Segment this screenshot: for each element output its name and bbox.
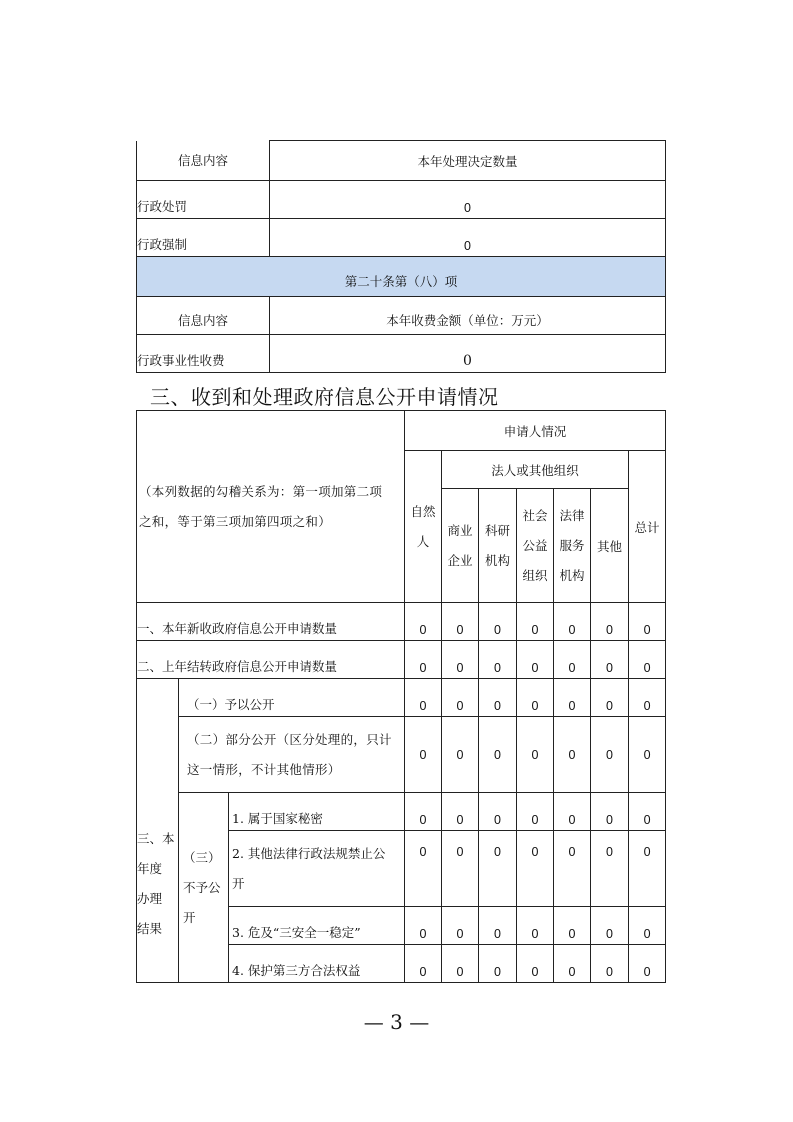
cell: 0 — [554, 945, 591, 983]
item3-label: 3. 危及“三安全一稳定” — [229, 907, 405, 945]
item2-label-l2: 开 — [232, 876, 245, 891]
row1-label: 一、本年新收政府信息公开申请数量 — [137, 603, 405, 641]
natural-person-header — [405, 451, 442, 603]
page-number: — 3 — — [363, 1010, 430, 1034]
cell: 0 — [479, 831, 517, 907]
cell: 0 — [554, 679, 591, 717]
row-label-coercion: 行政强制 — [137, 219, 270, 257]
cell: 0 — [479, 793, 517, 831]
legal-org-header: 法人或其他组织 — [442, 451, 629, 489]
cell: 0 — [405, 945, 442, 983]
cell: 0 — [554, 603, 591, 641]
cell: 0 — [405, 717, 442, 793]
cell: 0 — [479, 603, 517, 641]
row-label-penalty: 行政处罚 — [137, 181, 270, 219]
sub3-line-2: 不予公 — [183, 879, 221, 895]
natural-person-l2: 人 — [416, 533, 430, 549]
col-legal-l1: 法律 — [559, 507, 585, 523]
header-decision-count: 本年处理决定数量 — [270, 141, 666, 181]
cell: 0 — [629, 641, 666, 679]
value-fees: 0 — [270, 335, 666, 373]
table-row — [137, 603, 666, 641]
cell: 0 — [479, 945, 517, 983]
group3-label — [137, 679, 179, 983]
cell: 0 — [517, 679, 554, 717]
cell: 0 — [554, 717, 591, 793]
cell: 0 — [629, 793, 666, 831]
item2-label-l1: 2. 其他法律行政法规禁止公 — [232, 846, 386, 861]
section-heading: 三、收到和处理政府信息公开申请情况 — [150, 385, 499, 409]
cell: 0 — [479, 717, 517, 793]
cell: 0 — [442, 641, 479, 679]
col-business-l2: 企业 — [447, 552, 473, 568]
cell: 0 — [554, 641, 591, 679]
col-research-l2: 机构 — [485, 552, 511, 568]
col-public-welfare — [517, 489, 554, 603]
row2-label: 二、上年结转政府信息公开申请数量 — [137, 641, 405, 679]
header2-fee-amount: 本年收费金额（单位：万元） — [270, 297, 666, 335]
table-row — [137, 641, 666, 679]
cell: 0 — [405, 679, 442, 717]
cell: 0 — [405, 907, 442, 945]
cell: 0 — [554, 907, 591, 945]
cell: 0 — [629, 907, 666, 945]
header-info-content: 信息内容 — [137, 141, 270, 181]
cell: 0 — [591, 945, 629, 983]
col-other: 其他 — [591, 489, 629, 603]
sub2-label-l2: 这一情形，不计其他情形） — [187, 761, 341, 777]
group3-line-4: 结果 — [137, 921, 163, 936]
row-label-fees: 行政事业性收费 — [137, 335, 270, 373]
total-header: 总计 — [629, 451, 666, 603]
col-welfare-l2: 公益 — [522, 537, 548, 553]
value-coercion: 0 — [270, 219, 666, 257]
sub2-label — [179, 717, 405, 793]
col-legal-l2: 服务 — [559, 537, 585, 553]
col-legal-l3: 机构 — [559, 567, 585, 583]
sub3-line-1: （三） — [183, 849, 221, 865]
group3-line-1: 三、本 — [137, 831, 175, 846]
cell: 0 — [479, 679, 517, 717]
table-row — [137, 679, 666, 717]
note-line-1: （本列数据的勾稽关系为：第一项加第二项 — [139, 483, 383, 499]
cell: 0 — [629, 717, 666, 793]
group3-line-3: 办理 — [137, 891, 163, 906]
cell: 0 — [517, 907, 554, 945]
cell: 0 — [554, 793, 591, 831]
note-line-2: 之和，等于第三项加第四项之和） — [139, 513, 332, 529]
col-research-l1: 科研 — [485, 522, 511, 538]
cell: 0 — [442, 907, 479, 945]
item4-label: 4. 保护第三方合法权益 — [229, 945, 405, 983]
cell: 0 — [517, 717, 554, 793]
col-welfare-l3: 组织 — [522, 567, 548, 583]
cell: 0 — [405, 641, 442, 679]
cell: 0 — [591, 907, 629, 945]
cell: 0 — [629, 831, 666, 907]
cell: 0 — [629, 603, 666, 641]
cell: 0 — [479, 907, 517, 945]
col-legal-service — [554, 489, 591, 603]
cell: 0 — [517, 831, 554, 907]
cell: 0 — [442, 603, 479, 641]
col-business — [442, 489, 479, 603]
cell: 0 — [517, 641, 554, 679]
sub2-label-l1: （二）部分公开（区分处理的，只计 — [187, 731, 392, 747]
applicant-header: 申请人情况 — [405, 411, 666, 451]
col-welfare-l1: 社会 — [522, 507, 548, 523]
cell: 0 — [629, 945, 666, 983]
sub1-label: （一）予以公开 — [179, 679, 405, 717]
cell: 0 — [554, 831, 591, 907]
sub3-line-3: 开 — [183, 909, 196, 925]
cell: 0 — [442, 831, 479, 907]
natural-person-l1: 自然 — [410, 503, 436, 519]
value-penalty: 0 — [270, 181, 666, 219]
cell: 0 — [591, 793, 629, 831]
cell: 0 — [591, 679, 629, 717]
requests-table — [136, 410, 666, 983]
cell: 0 — [517, 793, 554, 831]
decision-table — [136, 140, 666, 373]
table-row — [137, 793, 666, 831]
cell: 0 — [405, 603, 442, 641]
note-cell — [137, 411, 405, 603]
cell: 0 — [405, 831, 442, 907]
cell: 0 — [591, 831, 629, 907]
header2-info-content: 信息内容 — [137, 297, 270, 335]
col-research — [479, 489, 517, 603]
cell: 0 — [517, 945, 554, 983]
cell: 0 — [591, 641, 629, 679]
sub3-label — [179, 793, 229, 983]
cell: 0 — [442, 793, 479, 831]
cell: 0 — [442, 679, 479, 717]
table-row — [137, 717, 666, 793]
item2-label — [229, 831, 405, 907]
cell: 0 — [591, 717, 629, 793]
cell: 0 — [405, 793, 442, 831]
cell: 0 — [442, 717, 479, 793]
cell: 0 — [442, 945, 479, 983]
section-band: 第二十条第（八）项 — [137, 257, 666, 297]
cell: 0 — [479, 641, 517, 679]
item1-label: 1. 属于国家秘密 — [229, 793, 405, 831]
group3-line-2: 年度 — [137, 861, 163, 876]
cell: 0 — [629, 679, 666, 717]
cell: 0 — [591, 603, 629, 641]
col-business-l1: 商业 — [447, 522, 473, 538]
cell: 0 — [517, 603, 554, 641]
